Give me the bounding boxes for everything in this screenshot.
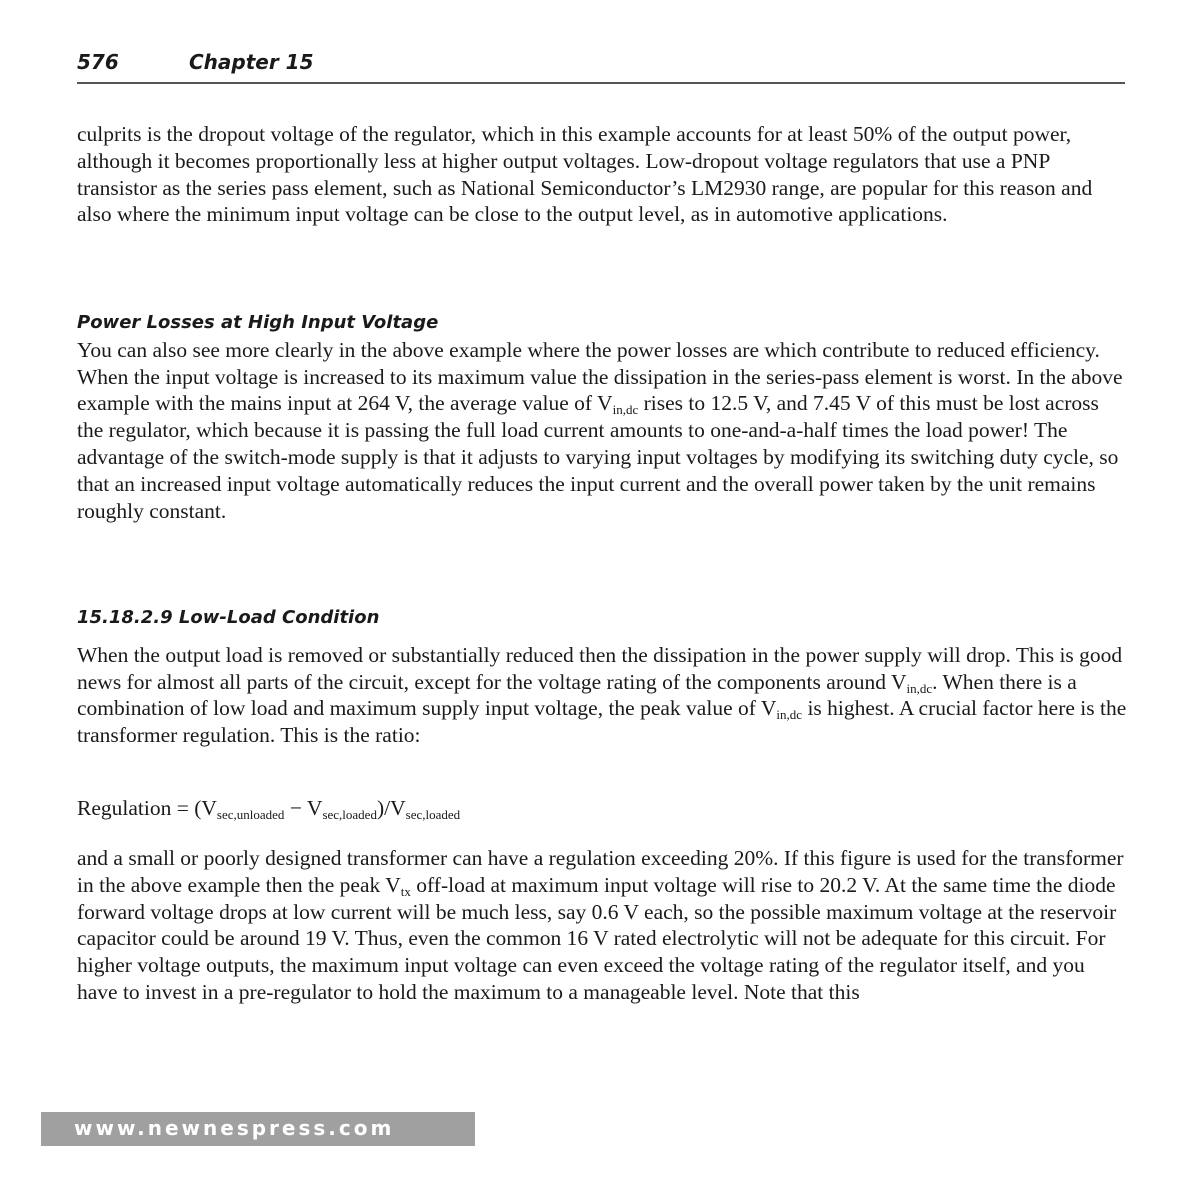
text: off-load at maximum input voltage will rise to 20.2 V. At the same time the diode forward voltage drops at low current will be much less, say 0.6 V each, so the possible maximum voltage at the reservoir capacitor could be around 19 V. Thus, even the common 16 V rated electrolytic will not be adequate for this circuit. For higher voltage outputs, the maximum input voltage can even exceed the voltage rating of the regulator itself, and you have to invest in a pre-regulator to hold the maximum to a manageable level. Note that this (77, 872, 1117, 1004)
chapter-title: Chapter 15 (189, 50, 314, 74)
subscript: in,dc (612, 402, 639, 418)
subscript: in,dc (776, 707, 803, 723)
text: is highest. A crucial factor here is the transformer regulation. This is the ratio: (77, 696, 1127, 748)
heading-power-losses: Power Losses at High Input Voltage (77, 312, 439, 333)
text: When the output load is removed or substantially reduced then the dissipation in the power supply will drop. This is good news for almost all parts of the circuit, except for the voltage rating of the components around V (77, 642, 1123, 694)
regulation-equation (77, 795, 1127, 822)
paragraph-2 (77, 337, 1127, 525)
subscript: tx (400, 883, 411, 899)
page-header (77, 46, 1125, 84)
eq-part: − V (284, 796, 323, 820)
page-number: 576 (77, 50, 119, 74)
subscript: sec,loaded (405, 807, 461, 822)
section-low-load (77, 605, 1127, 749)
text: and a small or poorly designed transformer can have a regulation exceeding 20%. If this figure is used for the transformer in the above example then the peak V (77, 846, 1124, 897)
heading-low-load: 15.18.2.9 Low-Load Condition (77, 607, 380, 628)
paragraph-1-text: culprits is the dropout voltage of the regulator, which in this example accounts for at least 50% of the output power, although it becomes proportionally less at higher output voltages. Low-dropout voltage regulators that use a PNP transistor as the series pass element, such as National Semiconductor’s LM2930 range, are popular for this reason and also where the minimum input voltage can be close to the output level, as in automotive applications. (77, 122, 1093, 227)
footer-banner (41, 1112, 475, 1146)
publisher-url: www.newnespress.com (74, 1116, 395, 1140)
text: rises to 12.5 V, and 7.45 V of this must be lost across the regulator, which because it is passing the full load current amounts to one-and-a-half times the load power! The advantage of the switch-mode supply is that it adjusts to varying input voltages by modifying its switching duty cycle, so that an increased input voltage automatically reduces the input current and the overall power taken by the unit remains roughly constant. (77, 391, 1119, 523)
text: You can also see more clearly in the above example where the power losses are which contribute to reduced efficiency. When the input voltage is increased to its maximum value the dissipation in the series-pass element is worst. In the above example with the mains input at 264 V, the average value of V (77, 337, 1123, 416)
paragraph-3 (77, 642, 1127, 749)
section-power-losses (77, 310, 1127, 524)
eq-part: )/V (376, 796, 406, 820)
subscript: in,dc (906, 680, 933, 696)
paragraph-1 (77, 121, 1127, 228)
paragraph-4 (77, 845, 1127, 1006)
text: . When there is a combination of low load and maximum supply input voltage, the peak value of V (77, 669, 1077, 721)
eq-part: Regulation = (V (77, 796, 217, 820)
subscript: sec,unloaded (216, 807, 285, 822)
subscript: sec,loaded (322, 807, 377, 822)
